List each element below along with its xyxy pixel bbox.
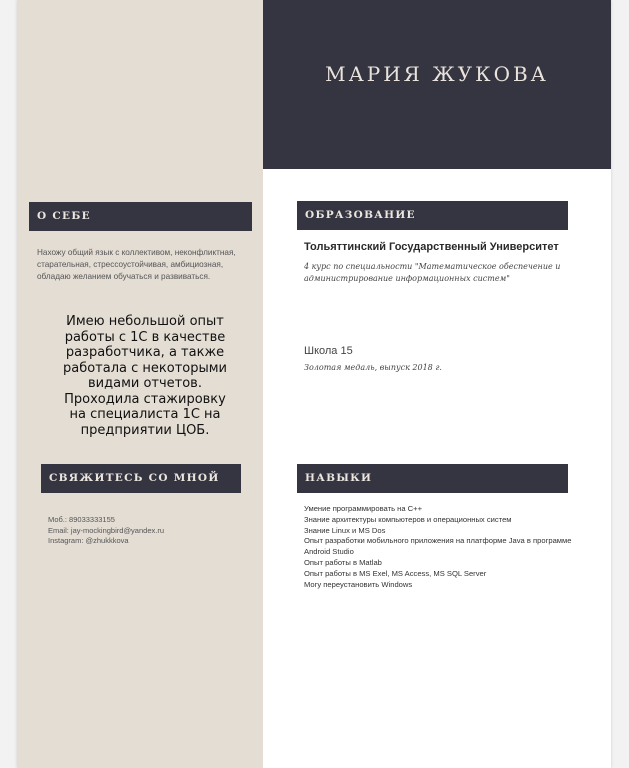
skill-item: Знание архитектуры компьютеров и операционных систем <box>304 514 512 524</box>
experience-note <box>53 314 237 438</box>
skills-list <box>304 504 574 590</box>
contact-heading: СВЯЖИТЕСЬ СО МНОЙ <box>41 464 241 493</box>
note-line: видами отчетов. <box>88 376 202 391</box>
skill-item: Опыт работы в MS Exel, MS Access, MS SQL Server <box>304 568 487 578</box>
note-line: работы с 1С в качестве <box>64 329 226 345</box>
university-name: Тольяттинский Государственный Университет <box>304 241 559 253</box>
skill-item: Умение программировать на С++ <box>304 504 423 513</box>
school-name: Школа 15 <box>304 345 353 357</box>
name-header <box>263 0 611 169</box>
person-name: МАРИЯ ЖУКОВА <box>325 62 549 86</box>
education-heading: ОБРАЗОВАНИЕ <box>297 201 568 230</box>
skill-item: Опыт разработки мобильного приложения на платформе Java в программе Android Studio <box>304 536 572 557</box>
note-line: Имею небольшой опыт <box>66 314 224 329</box>
university-description: 4 курс по специальности "Математическое обеспечение и администрирование информационных систем" <box>304 262 561 283</box>
note-line: работала с некоторыми <box>62 360 228 376</box>
note-line: Проходила стажировку <box>64 391 226 407</box>
instagram-text: Instagram: @zhukkkova <box>48 536 129 545</box>
note-line: разработчика, а также <box>65 345 225 360</box>
resume-page <box>17 0 611 768</box>
note-line: предприятии ЦОБ. <box>80 422 210 438</box>
school-description: Золотая медаль, выпуск 2018 г. <box>304 363 442 372</box>
skill-item: Могу переустановить Windows <box>304 579 413 589</box>
phone-text: Моб.: 89033333155 <box>48 515 115 524</box>
skill-item: Опыт работы в Matlab <box>304 557 382 567</box>
skills-heading: НАВЫКИ <box>297 464 568 493</box>
about-text: Нахожу общий язык с коллективом, неконфликтная, старательная, стрессоустойчивая, амбициозная, обладаю желанием обучаться и развиваться. <box>37 248 236 281</box>
skill-item: Знание Linux и MS Dos <box>304 525 386 535</box>
note-line: на специалиста 1С на <box>69 407 221 422</box>
about-heading: О СЕБЕ <box>29 202 252 231</box>
contact-info <box>48 515 248 547</box>
email-text: Email: jay-mockingbird@yandex.ru <box>48 525 164 535</box>
